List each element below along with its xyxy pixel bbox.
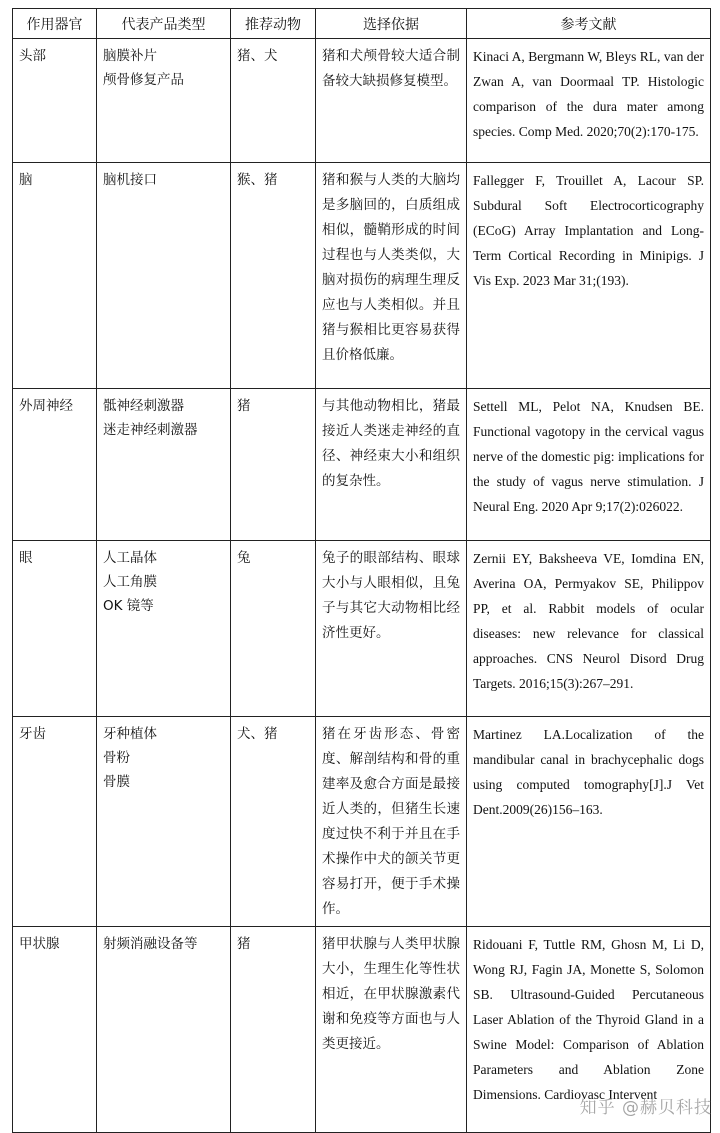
reference-cell: Settell ML, Pelot NA, Knudsen BE. Functional vagotopy in the cervical vagus nerve of the domestic pig: implications for the study of vagus nerve stimulation. J Neural Eng. 2020 Apr 9;17(2):026022. [467,389,711,541]
header-product-type: 代表产品类型 [97,9,231,39]
product-item: 人工晶体 [103,550,157,566]
reference-cell: Fallegger F, Trouillet A, Lacour SP. Subdural Soft Electrocorticography (ECoG) Array Implantation and Long-Term Cortical Recording in Minipigs. J Vis Exp. 2023 Mar 31;(193). [467,163,711,389]
product-item: 脑机接口 [103,172,157,188]
product-cell [97,389,231,541]
reason-cell: 猪甲状腺与人类甲状腺大小，生理生化等性状相近，在甲状腺激素代谢和免疫等方面也与人类更接近。 [316,927,467,1133]
product-item: 颅骨修复产品 [103,72,184,88]
table-row [13,717,711,927]
product-item: 骨粉 [103,750,130,766]
product-item: 迷走神经刺激器 [103,422,198,438]
reason-cell: 与其他动物相比，猪最接近人类迷走神经的直径、神经束大小和组织的复杂性。 [316,389,467,541]
product-cell [97,927,231,1133]
animal-cell: 兔 [231,541,316,717]
table-row [13,389,711,541]
reason-cell: 兔子的眼部结构、眼球大小与人眼相似，且兔子与其它大动物相比经济性更好。 [316,541,467,717]
table-header-row [13,9,711,39]
reference-cell: Kinaci A, Bergmann W, Bleys RL, van der Zwan A, van Doormaal TP. Histologic comparison of the dura mater among species. Comp Med. 2020;70(2):170-175. [467,39,711,163]
watermark-text: 知乎 @赫贝科技 [579,1098,712,1118]
reference-text: Ridouani F, Tuttle RM, Ghosn M, Li D, Wong RJ, Fagin JA, Monette S, Solomon SB. Ultrasound-Guided Percutaneous Laser Ablation of the Thyroid Gland in a Swine Model: Comparison of Ablation Parameters and Ablation Zone Dimensions. Cardiovasc Intervent [473,937,704,1102]
table-row [13,39,711,163]
table-row [13,163,711,389]
animal-cell: 猪 [231,389,316,541]
organ-cell: 外周神经 [13,389,97,541]
organ-cell: 甲状腺 [13,927,97,1133]
header-references: 参考文献 [467,9,711,39]
table-row [13,927,711,1133]
organ-cell: 牙齿 [13,717,97,927]
animal-cell: 猴、猪 [231,163,316,389]
product-item: 脑膜补片 [103,48,157,64]
reference-cell [467,927,711,1133]
header-recommended-animal: 推荐动物 [231,9,316,39]
header-organ: 作用器官 [13,9,97,39]
product-cell [97,717,231,927]
product-item: 射频消融设备等 [103,936,198,952]
organ-cell: 脑 [13,163,97,389]
product-cell [97,39,231,163]
reason-cell: 猪和猴与人类的大脑均是多脑回的，白质组成相似，髓鞘形成的时间过程也与人类类似，大脑对损伤的病理生理反应也与人类相似。并且猪与猴相比更容易获得且价格低廉。 [316,163,467,389]
product-item: 牙种植体 [103,726,157,742]
reason-cell: 猪在牙齿形态、骨密度、解剖结构和骨的重建率及愈合方面是最接近人类的，但猪生长速度过快不利于并且在手术操作中犬的颌关节更容易打开，便于手术操作。 [316,717,467,927]
animal-model-table [12,8,711,1133]
product-cell [97,541,231,717]
animal-cell: 犬、猪 [231,717,316,927]
reference-cell: Zernii EY, Baksheeva VE, Iomdina EN, Averina OA, Permyakov SE, Philippov PP, et al. Rabbit models of ocular diseases: new relevance for classical approaches. CNS Neurol Disord Drug Targets. 2016;15(3):267–291. [467,541,711,717]
reference-cell: Martinez LA.Localization of the mandibular canal in brachycephalic dogs using computed tomography[J].J Vet Dent.2009(26)156–163. [467,717,711,927]
product-item: 骶神经刺激器 [103,398,184,414]
table-row [13,541,711,717]
organ-cell: 头部 [13,39,97,163]
product-cell [97,163,231,389]
animal-cell: 猪 [231,927,316,1133]
header-selection-basis: 选择依据 [316,9,467,39]
product-item: 骨膜 [103,774,130,790]
animal-cell: 猪、犬 [231,39,316,163]
organ-cell: 眼 [13,541,97,717]
product-item: OK 镜等 [103,598,154,614]
product-item: 人工角膜 [103,574,157,590]
reason-cell: 猪和犬颅骨较大适合制备较大缺损修复模型。 [316,39,467,163]
